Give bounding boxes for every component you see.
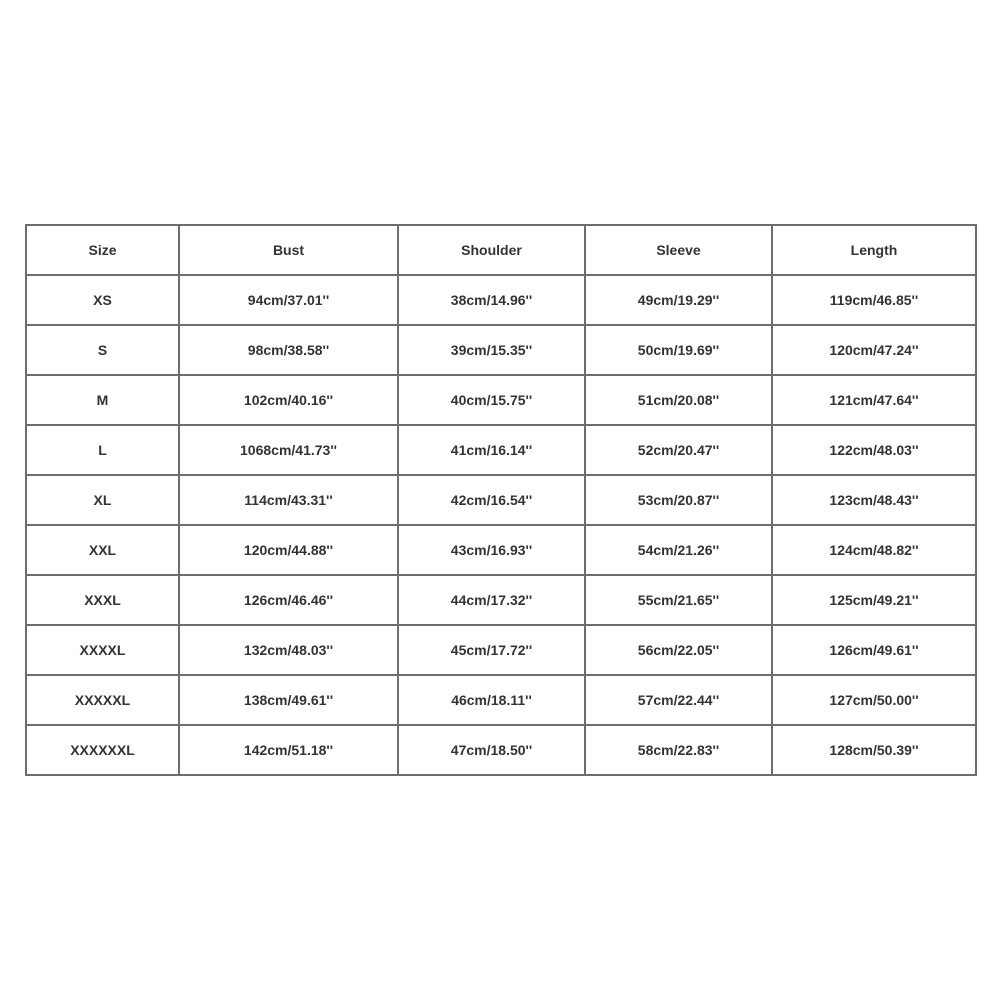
cell-length: 127cm/50.00'': [772, 675, 976, 725]
size-chart-table: [25, 224, 977, 776]
table-row: [26, 625, 976, 675]
cell-bust: 138cm/49.61'': [179, 675, 398, 725]
cell-sleeve: 55cm/21.65'': [585, 575, 772, 625]
cell-size: XS: [26, 275, 179, 325]
cell-length: 126cm/49.61'': [772, 625, 976, 675]
cell-shoulder: 39cm/15.35'': [398, 325, 585, 375]
cell-size: XL: [26, 475, 179, 525]
cell-sleeve: 57cm/22.44'': [585, 675, 772, 725]
column-header-shoulder: Shoulder: [398, 225, 585, 275]
cell-shoulder: 40cm/15.75'': [398, 375, 585, 425]
cell-sleeve: 50cm/19.69'': [585, 325, 772, 375]
cell-length: 125cm/49.21'': [772, 575, 976, 625]
cell-bust: 142cm/51.18'': [179, 725, 398, 775]
table-header-row: [26, 225, 976, 275]
cell-bust: 126cm/46.46'': [179, 575, 398, 625]
cell-length: 123cm/48.43'': [772, 475, 976, 525]
cell-bust: 102cm/40.16'': [179, 375, 398, 425]
cell-length: 121cm/47.64'': [772, 375, 976, 425]
cell-length: 124cm/48.82'': [772, 525, 976, 575]
cell-bust: 114cm/43.31'': [179, 475, 398, 525]
cell-shoulder: 42cm/16.54'': [398, 475, 585, 525]
cell-size: XXXL: [26, 575, 179, 625]
table-row: [26, 325, 976, 375]
table-body: [26, 275, 976, 775]
cell-shoulder: 46cm/18.11'': [398, 675, 585, 725]
cell-sleeve: 49cm/19.29'': [585, 275, 772, 325]
table-row: [26, 525, 976, 575]
table-row: [26, 725, 976, 775]
cell-bust: 94cm/37.01'': [179, 275, 398, 325]
table-row: [26, 425, 976, 475]
cell-size: XXXXL: [26, 625, 179, 675]
cell-sleeve: 51cm/20.08'': [585, 375, 772, 425]
column-header-sleeve: Sleeve: [585, 225, 772, 275]
cell-size: XXL: [26, 525, 179, 575]
cell-size: S: [26, 325, 179, 375]
cell-shoulder: 45cm/17.72'': [398, 625, 585, 675]
column-header-size: Size: [26, 225, 179, 275]
cell-shoulder: 43cm/16.93'': [398, 525, 585, 575]
cell-size: M: [26, 375, 179, 425]
cell-length: 120cm/47.24'': [772, 325, 976, 375]
cell-length: 119cm/46.85'': [772, 275, 976, 325]
table-row: [26, 575, 976, 625]
table-row: [26, 675, 976, 725]
cell-shoulder: 41cm/16.14'': [398, 425, 585, 475]
cell-shoulder: 47cm/18.50'': [398, 725, 585, 775]
cell-bust: 1068cm/41.73'': [179, 425, 398, 475]
cell-length: 122cm/48.03'': [772, 425, 976, 475]
cell-size: L: [26, 425, 179, 475]
cell-sleeve: 52cm/20.47'': [585, 425, 772, 475]
column-header-bust: Bust: [179, 225, 398, 275]
cell-sleeve: 54cm/21.26'': [585, 525, 772, 575]
table-row: [26, 475, 976, 525]
cell-size: XXXXXXL: [26, 725, 179, 775]
cell-sleeve: 58cm/22.83'': [585, 725, 772, 775]
cell-size: XXXXXL: [26, 675, 179, 725]
table-row: [26, 275, 976, 325]
cell-bust: 132cm/48.03'': [179, 625, 398, 675]
cell-bust: 98cm/38.58'': [179, 325, 398, 375]
cell-shoulder: 38cm/14.96'': [398, 275, 585, 325]
cell-sleeve: 56cm/22.05'': [585, 625, 772, 675]
cell-length: 128cm/50.39'': [772, 725, 976, 775]
cell-sleeve: 53cm/20.87'': [585, 475, 772, 525]
table-row: [26, 375, 976, 425]
cell-shoulder: 44cm/17.32'': [398, 575, 585, 625]
cell-bust: 120cm/44.88'': [179, 525, 398, 575]
column-header-length: Length: [772, 225, 976, 275]
